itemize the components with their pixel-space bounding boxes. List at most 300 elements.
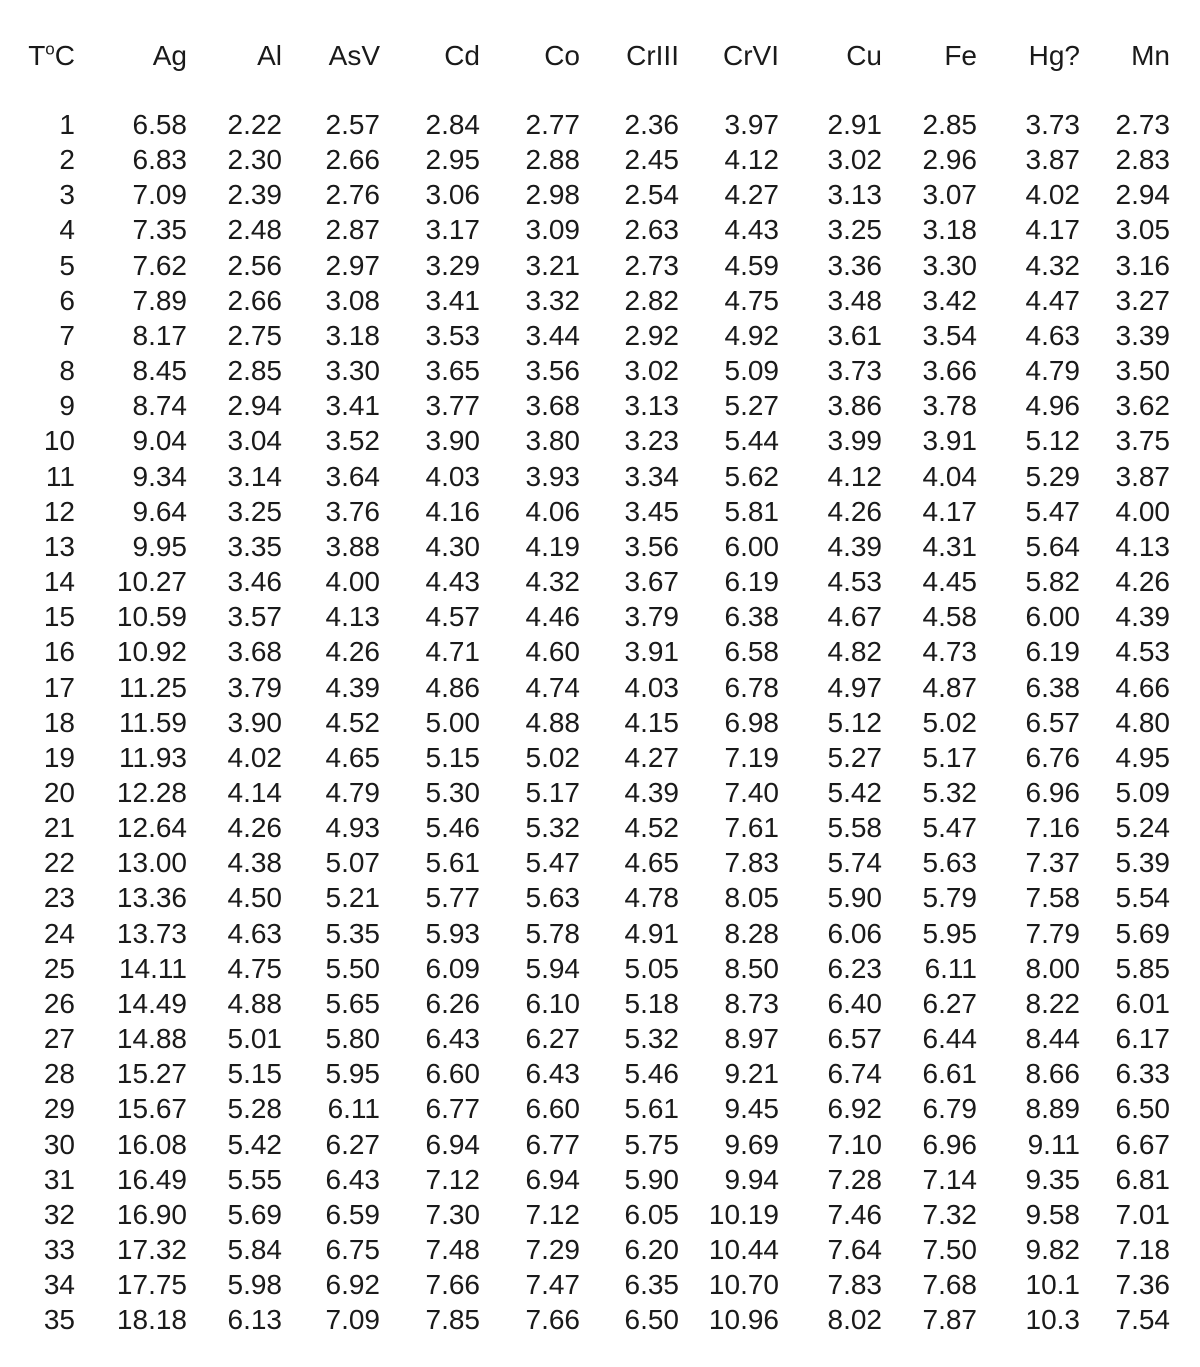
data-cell: 3.91 bbox=[624, 636, 679, 668]
data-cell: 5.78 bbox=[525, 917, 580, 949]
data-cell: 4.32 bbox=[1025, 249, 1080, 281]
data-cell: 4.71 bbox=[425, 636, 480, 668]
data-cell: 9.34 bbox=[132, 460, 187, 492]
data-cell: 3.35 bbox=[227, 530, 282, 562]
data-cell: 2.66 bbox=[227, 284, 282, 316]
data-cell: 4.50 bbox=[227, 882, 282, 914]
row-temperature: 18 bbox=[43, 706, 75, 738]
data-cell: 4.82 bbox=[827, 636, 882, 668]
data-cell: 3.18 bbox=[325, 319, 380, 351]
table-row bbox=[0, 916, 1170, 951]
row-temperature: 7 bbox=[59, 319, 75, 351]
header-cell-cd: Cd bbox=[444, 40, 480, 71]
data-cell: 10.44 bbox=[708, 1234, 779, 1265]
row-temperature: 32 bbox=[43, 1198, 75, 1230]
data-cell: 4.57 bbox=[425, 601, 480, 633]
data-cell: 5.62 bbox=[724, 460, 779, 492]
row-temperature: 27 bbox=[43, 1023, 75, 1055]
data-cell: 10.3 bbox=[1025, 1304, 1080, 1336]
data-cell: 5.47 bbox=[922, 812, 977, 844]
data-cell: 4.27 bbox=[724, 179, 779, 211]
data-cell: 3.17 bbox=[425, 214, 480, 246]
data-cell: 3.16 bbox=[1115, 249, 1170, 281]
data-cell: 4.00 bbox=[1115, 495, 1170, 527]
data-cell: 5.05 bbox=[624, 952, 679, 984]
data-cell: 7.79 bbox=[1025, 917, 1080, 949]
data-cell: 5.63 bbox=[525, 882, 580, 914]
data-cell: 8.22 bbox=[1025, 987, 1080, 1019]
data-cell: 6.00 bbox=[1025, 601, 1080, 633]
table-row bbox=[0, 1091, 1170, 1126]
data-cell: 6.77 bbox=[425, 1093, 480, 1125]
data-cell: 2.76 bbox=[325, 179, 380, 211]
data-cell: 3.66 bbox=[922, 355, 977, 387]
data-cell: 5.98 bbox=[227, 1269, 282, 1301]
data-cell: 2.75 bbox=[227, 319, 282, 351]
data-cell: 6.43 bbox=[425, 1023, 480, 1055]
row-temperature: 29 bbox=[43, 1093, 75, 1125]
data-cell: 6.23 bbox=[827, 952, 882, 984]
data-cell: 13.00 bbox=[116, 847, 187, 879]
data-cell: 8.44 bbox=[1025, 1023, 1080, 1055]
row-temperature: 30 bbox=[43, 1128, 75, 1160]
table-row bbox=[0, 1021, 1170, 1056]
data-cell: 6.60 bbox=[525, 1093, 580, 1125]
data-cell: 6.94 bbox=[425, 1128, 480, 1160]
data-cell: 3.67 bbox=[624, 566, 679, 598]
data-cell: 3.09 bbox=[525, 214, 580, 246]
data-cell: 3.88 bbox=[325, 530, 380, 562]
data-cell: 2.30 bbox=[227, 144, 282, 176]
data-cell: 7.68 bbox=[922, 1269, 977, 1301]
data-cell: 4.47 bbox=[1025, 284, 1080, 316]
table-row bbox=[0, 1232, 1170, 1267]
data-cell: 6.78 bbox=[724, 671, 779, 703]
data-cell: 2.94 bbox=[1115, 179, 1170, 211]
data-cell: 3.34 bbox=[624, 460, 679, 492]
header-cell-ag: Ag bbox=[152, 40, 187, 71]
data-cell: 4.63 bbox=[227, 917, 282, 949]
data-cell: 5.64 bbox=[1025, 530, 1080, 562]
data-cell: 4.52 bbox=[624, 812, 679, 844]
data-cell: 5.94 bbox=[525, 952, 580, 984]
row-temperature: 17 bbox=[43, 671, 75, 703]
data-cell: 4.31 bbox=[922, 530, 977, 562]
data-cell: 4.39 bbox=[624, 776, 679, 808]
data-cell: 7.32 bbox=[922, 1198, 977, 1230]
data-cell: 4.58 bbox=[922, 601, 977, 633]
table-row bbox=[0, 810, 1170, 845]
data-cell: 11.25 bbox=[119, 671, 187, 703]
data-cell: 6.75 bbox=[325, 1234, 380, 1265]
data-cell: 8.28 bbox=[724, 917, 779, 949]
data-cell: 6.61 bbox=[922, 1058, 977, 1090]
data-cell: 5.81 bbox=[724, 495, 779, 527]
header-cell-cu: Cu bbox=[846, 40, 882, 71]
data-cell: 8.89 bbox=[1025, 1093, 1080, 1125]
data-cell: 7.89 bbox=[132, 284, 187, 316]
data-cell: 16.90 bbox=[116, 1198, 187, 1230]
data-cell: 5.65 bbox=[325, 987, 380, 1019]
data-cell: 7.87 bbox=[922, 1304, 977, 1336]
data-cell: 13.73 bbox=[116, 917, 187, 949]
data-cell: 8.97 bbox=[724, 1023, 779, 1055]
data-cell: 3.08 bbox=[325, 284, 380, 316]
data-cell: 8.74 bbox=[132, 390, 187, 422]
data-cell: 6.06 bbox=[827, 917, 882, 949]
data-cell: 6.05 bbox=[624, 1198, 679, 1230]
row-temperature: 33 bbox=[43, 1234, 75, 1265]
data-cell: 2.96 bbox=[922, 144, 977, 176]
data-cell: 6.79 bbox=[922, 1093, 977, 1125]
data-cell: 3.32 bbox=[525, 284, 580, 316]
data-cell: 9.21 bbox=[724, 1058, 779, 1090]
data-cell: 4.38 bbox=[227, 847, 282, 879]
data-cell: 3.02 bbox=[624, 355, 679, 387]
data-cell: 3.91 bbox=[922, 425, 977, 457]
table-row bbox=[0, 353, 1170, 388]
data-cell: 5.47 bbox=[1025, 495, 1080, 527]
data-cell: 3.18 bbox=[922, 214, 977, 246]
data-cell: 3.05 bbox=[1115, 214, 1170, 246]
data-cell: 3.86 bbox=[827, 390, 882, 422]
data-cell: 6.26 bbox=[425, 987, 480, 1019]
data-cell: 5.27 bbox=[724, 390, 779, 422]
data-cell: 3.87 bbox=[1115, 460, 1170, 492]
data-cell: 5.17 bbox=[922, 741, 977, 773]
table-row bbox=[0, 740, 1170, 775]
row-temperature: 8 bbox=[59, 355, 75, 387]
data-cell: 3.04 bbox=[227, 425, 282, 457]
data-cell: 3.57 bbox=[227, 601, 282, 633]
data-cell: 4.15 bbox=[624, 706, 679, 738]
data-cell: 4.65 bbox=[624, 847, 679, 879]
data-cell: 2.48 bbox=[227, 214, 282, 246]
row-temperature: 10 bbox=[43, 425, 75, 457]
data-cell: 9.45 bbox=[724, 1093, 779, 1125]
data-cell: 5.90 bbox=[827, 882, 882, 914]
data-cell: 5.46 bbox=[425, 812, 480, 844]
data-cell: 10.96 bbox=[708, 1304, 779, 1336]
data-cell: 3.54 bbox=[922, 319, 977, 351]
data-cell: 3.48 bbox=[827, 284, 882, 316]
data-cell: 4.39 bbox=[827, 530, 882, 562]
data-cell: 3.21 bbox=[525, 249, 580, 281]
data-cell: 4.86 bbox=[425, 671, 480, 703]
data-cell: 6.83 bbox=[132, 144, 187, 176]
data-cell: 4.03 bbox=[425, 460, 480, 492]
data-cell: 3.65 bbox=[425, 355, 480, 387]
data-cell: 14.88 bbox=[116, 1023, 187, 1055]
data-cell: 3.79 bbox=[624, 601, 679, 633]
data-cell: 9.64 bbox=[132, 495, 187, 527]
data-cell: 2.85 bbox=[227, 355, 282, 387]
data-cell: 4.13 bbox=[1115, 530, 1170, 562]
data-cell: 5.28 bbox=[227, 1093, 282, 1125]
data-cell: 18.18 bbox=[116, 1304, 187, 1336]
data-cell: 2.82 bbox=[624, 284, 679, 316]
data-cell: 3.93 bbox=[525, 460, 580, 492]
data-cell: 3.97 bbox=[724, 109, 779, 140]
data-cell: 12.28 bbox=[116, 776, 187, 808]
data-cell: 7.58 bbox=[1025, 882, 1080, 914]
data-cell: 8.45 bbox=[132, 355, 187, 387]
data-cell: 3.46 bbox=[227, 566, 282, 598]
data-cell: 6.20 bbox=[624, 1234, 679, 1265]
data-cell: 4.92 bbox=[724, 319, 779, 351]
data-cell: 3.68 bbox=[525, 390, 580, 422]
data-cell: 2.88 bbox=[525, 144, 580, 176]
data-cell: 6.50 bbox=[624, 1304, 679, 1336]
data-cell: 2.45 bbox=[624, 144, 679, 176]
data-cell: 2.36 bbox=[624, 109, 679, 140]
data-cell: 4.04 bbox=[922, 460, 977, 492]
data-cell: 5.42 bbox=[827, 776, 882, 808]
data-cell: 6.58 bbox=[724, 636, 779, 668]
data-cell: 2.98 bbox=[525, 179, 580, 211]
data-cell: 5.07 bbox=[325, 847, 380, 879]
data-cell: 3.61 bbox=[827, 319, 882, 351]
table-row bbox=[0, 634, 1170, 669]
header-cell-hg: Hg? bbox=[1028, 40, 1080, 71]
data-cell: 6.92 bbox=[827, 1093, 882, 1125]
data-cell: 3.06 bbox=[425, 179, 480, 211]
data-cell: 5.24 bbox=[1115, 812, 1170, 844]
data-cell: 8.50 bbox=[724, 952, 779, 984]
data-cell: 4.87 bbox=[922, 671, 977, 703]
data-cell: 2.94 bbox=[227, 390, 282, 422]
data-cell: 6.11 bbox=[924, 952, 977, 984]
data-cell: 6.77 bbox=[525, 1128, 580, 1160]
data-cell: 5.75 bbox=[624, 1128, 679, 1160]
row-temperature: 13 bbox=[43, 530, 75, 562]
data-cell: 4.19 bbox=[525, 530, 580, 562]
data-cell: 10.92 bbox=[116, 636, 187, 668]
data-cell: 2.63 bbox=[624, 214, 679, 246]
data-cell: 3.30 bbox=[325, 355, 380, 387]
data-cell: 10.59 bbox=[116, 601, 187, 633]
data-cell: 9.69 bbox=[724, 1128, 779, 1160]
data-cell: 7.36 bbox=[1115, 1269, 1170, 1301]
data-cell: 4.53 bbox=[827, 566, 882, 598]
data-cell: 4.06 bbox=[525, 495, 580, 527]
data-cell: 5.02 bbox=[525, 741, 580, 773]
data-cell: 16.49 bbox=[116, 1163, 187, 1195]
data-cell: 4.02 bbox=[1025, 179, 1080, 211]
data-cell: 10.1 bbox=[1025, 1269, 1080, 1301]
data-cell: 2.66 bbox=[325, 144, 380, 176]
data-cell: 2.97 bbox=[325, 249, 380, 281]
data-cell: 6.17 bbox=[1115, 1023, 1170, 1055]
data-cell: 7.61 bbox=[724, 812, 779, 844]
data-cell: 3.90 bbox=[227, 706, 282, 738]
data-cell: 7.50 bbox=[922, 1234, 977, 1265]
data-cell: 3.87 bbox=[1025, 144, 1080, 176]
table-row bbox=[0, 494, 1170, 529]
data-cell: 2.77 bbox=[525, 109, 580, 140]
data-cell: 5.93 bbox=[425, 917, 480, 949]
data-cell: 4.26 bbox=[227, 812, 282, 844]
data-cell: 6.27 bbox=[922, 987, 977, 1019]
data-cell: 5.55 bbox=[227, 1163, 282, 1195]
data-cell: 8.02 bbox=[827, 1304, 882, 1336]
data-cell: 6.94 bbox=[525, 1163, 580, 1195]
row-temperature: 6 bbox=[59, 284, 75, 316]
data-cell: 4.91 bbox=[624, 917, 679, 949]
data-cell: 7.14 bbox=[922, 1163, 977, 1195]
row-temperature: 22 bbox=[43, 847, 75, 879]
data-cell: 5.29 bbox=[1025, 460, 1080, 492]
table-row bbox=[0, 705, 1170, 740]
data-cell: 5.69 bbox=[1115, 917, 1170, 949]
data-cell: 5.30 bbox=[425, 776, 480, 808]
data-cell: 7.10 bbox=[827, 1128, 882, 1160]
data-cell: 6.44 bbox=[922, 1023, 977, 1055]
data-cell: 3.73 bbox=[827, 355, 882, 387]
data-cell: 17.75 bbox=[116, 1269, 187, 1301]
data-cell: 2.73 bbox=[1115, 109, 1170, 140]
metals-temperature-table bbox=[0, 36, 1170, 1337]
data-cell: 4.79 bbox=[1025, 355, 1080, 387]
data-cell: 7.29 bbox=[525, 1234, 580, 1265]
data-cell: 2.87 bbox=[325, 214, 380, 246]
data-cell: 6.09 bbox=[425, 952, 480, 984]
data-cell: 3.80 bbox=[525, 425, 580, 457]
data-cell: 6.27 bbox=[325, 1128, 380, 1160]
data-cell: 8.66 bbox=[1025, 1058, 1080, 1090]
data-cell: 7.48 bbox=[425, 1234, 480, 1265]
data-cell: 4.30 bbox=[425, 530, 480, 562]
data-cell: 5.39 bbox=[1115, 847, 1170, 879]
table-row bbox=[0, 1302, 1170, 1337]
data-cell: 4.26 bbox=[325, 636, 380, 668]
data-cell: 9.95 bbox=[132, 530, 187, 562]
data-cell: 2.84 bbox=[425, 109, 480, 140]
data-cell: 10.27 bbox=[116, 566, 187, 598]
temperature-symbol: T bbox=[28, 40, 46, 71]
data-cell: 9.11 bbox=[1027, 1128, 1080, 1160]
table-row bbox=[0, 1127, 1170, 1162]
data-cell: 4.03 bbox=[624, 671, 679, 703]
data-cell: 4.26 bbox=[1115, 566, 1170, 598]
data-cell: 3.90 bbox=[425, 425, 480, 457]
data-cell: 6.38 bbox=[724, 601, 779, 633]
spacer-cell bbox=[0, 76, 1170, 107]
data-cell: 16.08 bbox=[116, 1128, 187, 1160]
data-cell: 7.12 bbox=[425, 1163, 480, 1195]
data-cell: 5.09 bbox=[1115, 776, 1170, 808]
data-cell: 8.00 bbox=[1025, 952, 1080, 984]
data-cell: 3.50 bbox=[1115, 355, 1170, 387]
data-cell: 14.11 bbox=[119, 952, 187, 984]
data-cell: 5.95 bbox=[922, 917, 977, 949]
row-temperature: 14 bbox=[43, 566, 75, 598]
data-cell: 5.77 bbox=[425, 882, 480, 914]
row-temperature: 21 bbox=[43, 812, 75, 844]
data-cell: 5.42 bbox=[227, 1128, 282, 1160]
data-cell: 4.46 bbox=[525, 601, 580, 633]
data-cell: 4.32 bbox=[525, 566, 580, 598]
data-cell: 7.66 bbox=[525, 1304, 580, 1336]
data-cell: 4.39 bbox=[325, 671, 380, 703]
data-cell: 5.15 bbox=[425, 741, 480, 773]
data-cell: 3.07 bbox=[922, 179, 977, 211]
data-cell: 4.17 bbox=[1025, 214, 1080, 246]
data-cell: 5.61 bbox=[624, 1093, 679, 1125]
data-cell: 6.43 bbox=[525, 1058, 580, 1090]
data-cell: 6.13 bbox=[227, 1304, 282, 1336]
data-cell: 6.81 bbox=[1115, 1163, 1170, 1195]
data-cell: 6.27 bbox=[525, 1023, 580, 1055]
data-cell: 4.12 bbox=[724, 144, 779, 176]
data-cell: 4.74 bbox=[525, 671, 580, 703]
data-cell: 7.28 bbox=[827, 1163, 882, 1195]
data-cell: 5.12 bbox=[827, 706, 882, 738]
data-cell: 4.75 bbox=[227, 952, 282, 984]
spreadsheet-page bbox=[0, 36, 1200, 1367]
data-cell: 4.80 bbox=[1115, 706, 1170, 738]
data-cell: 4.27 bbox=[624, 741, 679, 773]
data-cell: 2.83 bbox=[1115, 144, 1170, 176]
degree-superscript: o bbox=[45, 39, 55, 59]
data-cell: 7.54 bbox=[1115, 1304, 1170, 1336]
data-cell: 5.69 bbox=[227, 1198, 282, 1230]
temperature-unit: C bbox=[54, 40, 75, 71]
data-cell: 9.94 bbox=[724, 1163, 779, 1195]
data-cell: 3.62 bbox=[1115, 390, 1170, 422]
data-cell: 2.56 bbox=[227, 249, 282, 281]
data-cell: 5.35 bbox=[325, 917, 380, 949]
data-cell: 4.26 bbox=[827, 495, 882, 527]
data-cell: 6.57 bbox=[827, 1023, 882, 1055]
header-cell-fe: Fe bbox=[944, 40, 977, 71]
data-cell: 3.23 bbox=[624, 425, 679, 457]
data-cell: 5.50 bbox=[325, 952, 380, 984]
data-cell: 7.01 bbox=[1115, 1198, 1170, 1230]
data-cell: 2.73 bbox=[624, 249, 679, 281]
data-cell: 3.36 bbox=[827, 249, 882, 281]
table-row bbox=[0, 951, 1170, 986]
data-cell: 5.01 bbox=[227, 1023, 282, 1055]
data-cell: 4.00 bbox=[325, 566, 380, 598]
data-cell: 2.95 bbox=[425, 144, 480, 176]
data-cell: 3.44 bbox=[525, 319, 580, 351]
data-cell: 3.77 bbox=[425, 390, 480, 422]
data-cell: 9.04 bbox=[132, 425, 187, 457]
data-cell: 3.29 bbox=[425, 249, 480, 281]
data-cell: 4.79 bbox=[325, 776, 380, 808]
data-cell: 4.53 bbox=[1115, 636, 1170, 668]
data-cell: 15.67 bbox=[116, 1093, 187, 1125]
data-cell: 12.64 bbox=[116, 812, 187, 844]
data-cell: 2.22 bbox=[227, 109, 282, 140]
data-cell: 10.19 bbox=[708, 1198, 779, 1230]
table-row bbox=[0, 1056, 1170, 1091]
data-cell: 5.80 bbox=[325, 1023, 380, 1055]
data-cell: 8.05 bbox=[724, 882, 779, 914]
data-cell: 6.96 bbox=[922, 1128, 977, 1160]
row-temperature: 3 bbox=[59, 179, 75, 211]
row-temperature: 26 bbox=[43, 987, 75, 1019]
data-cell: 6.50 bbox=[1115, 1093, 1170, 1125]
data-cell: 5.74 bbox=[827, 847, 882, 879]
data-cell: 3.14 bbox=[227, 460, 282, 492]
data-cell: 9.82 bbox=[1025, 1234, 1080, 1265]
data-cell: 5.18 bbox=[624, 987, 679, 1019]
data-cell: 4.43 bbox=[425, 566, 480, 598]
data-cell: 4.14 bbox=[227, 776, 282, 808]
table-row bbox=[0, 564, 1170, 599]
